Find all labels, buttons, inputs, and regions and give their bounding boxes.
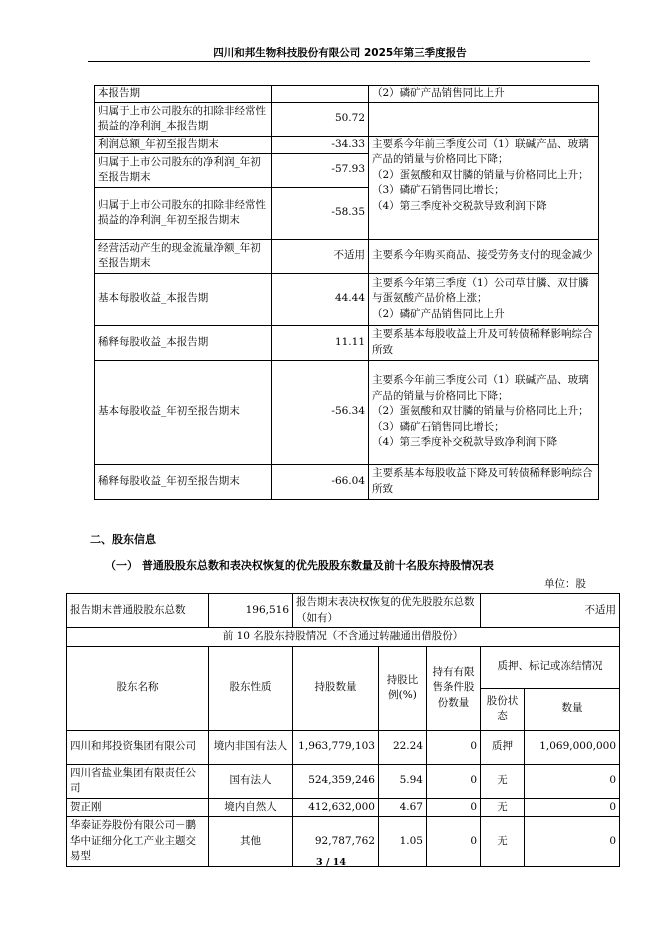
header-name: 股东名称 bbox=[67, 646, 209, 730]
reason-line: （4）第三季度补交税款导致利润下降 bbox=[372, 199, 547, 212]
holder-nature: 其他 bbox=[209, 817, 293, 867]
reason-line: （2）蛋氨酸和双甘膦的销量与价格同比上升； bbox=[372, 168, 589, 181]
item-label: 经营活动产生的现金流量净额_年初至报告期末 bbox=[95, 239, 272, 273]
header-shares: 持股数量 bbox=[293, 646, 379, 730]
holder-nature: 境内非国有法人 bbox=[209, 730, 293, 764]
item-value: -66.04 bbox=[272, 464, 369, 499]
table-row bbox=[95, 325, 599, 360]
reason-line: （2）蛋氨酸和双甘膦的销量与价格同比上升； bbox=[372, 405, 589, 418]
shareholders-table bbox=[66, 593, 620, 867]
holder-name: 四川和邦投资集团有限公司 bbox=[67, 730, 209, 764]
report-header-title: 四川和邦生物科技股份有限公司 2025年第三季度报告 bbox=[213, 47, 467, 59]
holder-ratio: 4.67 bbox=[379, 798, 427, 817]
reason-line: 主要系今年前三季度公司（1）联碱产品、玻璃产品的销量与价格同比下降； bbox=[372, 374, 589, 402]
item-label: 基本每股收益_年初至报告期末 bbox=[95, 360, 272, 464]
reason-line: 主要系今年前三季度公司（1）联碱产品、玻璃产品的销量与价格同比下降； bbox=[372, 137, 589, 165]
reason-line: （3）磷矿石销售同比增长； bbox=[372, 184, 505, 196]
total-holders-label: 报告期末普通股股东总数 bbox=[67, 594, 209, 628]
holder-name: 四川省盐业集团有限责任公司 bbox=[67, 764, 209, 798]
total-holders-value: 196,516 bbox=[209, 594, 293, 628]
header-divider bbox=[88, 61, 590, 62]
preferred-holders-value: 不适用 bbox=[481, 594, 620, 628]
holder-restricted: 0 bbox=[427, 764, 481, 798]
holder-pledge-amount: 0 bbox=[525, 764, 620, 798]
table-row bbox=[95, 360, 599, 464]
reason-note bbox=[369, 136, 599, 239]
item-value bbox=[272, 86, 369, 103]
table-row bbox=[95, 102, 599, 136]
table-row bbox=[67, 798, 620, 817]
item-label: 本报告期 bbox=[95, 86, 272, 103]
reason-note bbox=[369, 464, 599, 499]
item-label: 归属于上市公司股东的净利润_年初至报告期末 bbox=[95, 153, 272, 187]
reason-note bbox=[369, 239, 599, 273]
reason-note bbox=[369, 325, 599, 360]
holder-pledge-status: 无 bbox=[481, 764, 525, 798]
item-label: 归属于上市公司股东的扣除非经常性损益的净利润_年初至报告期末 bbox=[95, 187, 272, 239]
item-label: 基本每股收益_本报告期 bbox=[95, 273, 272, 325]
holder-ratio: 22.24 bbox=[379, 730, 427, 764]
table-row bbox=[95, 136, 599, 153]
holder-restricted: 0 bbox=[427, 730, 481, 764]
holder-restricted: 0 bbox=[427, 798, 481, 817]
table-row bbox=[95, 239, 599, 273]
header-pledge-amount: 数量 bbox=[525, 688, 620, 730]
header-ratio: 持股比例(%) bbox=[379, 646, 427, 730]
reason-note bbox=[369, 86, 599, 103]
item-label: 稀释每股收益_年初至报告期末 bbox=[95, 464, 272, 499]
reason-note bbox=[369, 360, 599, 464]
reason-line: 主要系基本每股收益下降及可转债稀释影响综合所致 bbox=[372, 467, 593, 495]
item-label: 归属于上市公司股东的扣除非经常性损益的净利润_本报告期 bbox=[95, 102, 272, 136]
item-value: -57.93 bbox=[272, 153, 369, 187]
holder-pledge-status: 无 bbox=[481, 798, 525, 817]
table-row bbox=[95, 86, 599, 103]
holder-pledge-status: 无 bbox=[481, 817, 525, 867]
holder-ratio: 1.05 bbox=[379, 817, 427, 867]
reason-line: 主要系今年购买商品、接受劳务支付的现金减少 bbox=[372, 249, 593, 262]
item-value: -58.35 bbox=[272, 187, 369, 239]
holder-restricted: 0 bbox=[427, 817, 481, 867]
holder-shares: 1,963,779,103 bbox=[293, 730, 379, 764]
holder-nature: 境内自然人 bbox=[209, 798, 293, 817]
header-pledge: 质押、标记或冻结情况 bbox=[481, 646, 620, 688]
holder-pledge-amount: 0 bbox=[525, 817, 620, 867]
reason-line: （2）磷矿产品销售同比上升 bbox=[372, 87, 505, 99]
holder-pledge-amount: 0 bbox=[525, 798, 620, 817]
item-value: 44.44 bbox=[272, 273, 369, 325]
top10-caption: 前 10 名股东持股情况（不含通过转融通出借股份） bbox=[67, 628, 620, 647]
section-title: 二、股东信息 bbox=[90, 533, 156, 546]
unit-label: 单位：股 bbox=[544, 578, 586, 590]
preferred-holders-label: 报告期末表决权恢复的优先股股东总数（如有） bbox=[293, 594, 481, 628]
holder-nature: 国有法人 bbox=[209, 764, 293, 798]
reason-line: （3）磷矿石销售同比增长； bbox=[372, 420, 505, 433]
item-label: 稀释每股收益_本报告期 bbox=[95, 325, 272, 360]
holder-shares: 92,787,762 bbox=[293, 817, 379, 867]
header-restricted: 持有有限售条件股份数量 bbox=[427, 646, 481, 730]
header-nature: 股东性质 bbox=[209, 646, 293, 730]
holder-shares: 412,632,000 bbox=[293, 798, 379, 817]
item-value: 不适用 bbox=[272, 239, 369, 273]
table-row bbox=[67, 764, 620, 798]
item-label: 利润总额_年初至报告期末 bbox=[95, 136, 272, 153]
reason-line: 主要系基本每股收益上升及可转债稀释影响综合所致 bbox=[372, 328, 593, 356]
reason-line: （4）第三季度补交税款导致净利润下降 bbox=[372, 436, 558, 449]
holder-name: 贺正刚 bbox=[67, 798, 209, 817]
reason-note bbox=[369, 102, 599, 136]
holder-pledge-amount: 1,069,000,000 bbox=[525, 730, 620, 764]
table-row bbox=[67, 594, 620, 628]
holder-name: 华泰证券股份有限公司－鹏华中证细分化工产业主题交易型 bbox=[67, 817, 209, 867]
page-number: 3 / 14 bbox=[316, 857, 346, 868]
holder-pledge-status: 质押 bbox=[481, 730, 525, 764]
table-header-row bbox=[67, 646, 620, 688]
table-row bbox=[95, 273, 599, 325]
reason-line: 主要系今年第三季度（1）公司草甘膦、双甘膦与蛋氨酸产品价格上涨； bbox=[372, 276, 589, 305]
holder-shares: 524,359,246 bbox=[293, 764, 379, 798]
item-value: 11.11 bbox=[272, 325, 369, 360]
change-reasons-table bbox=[94, 85, 599, 500]
header-pledge-status: 股份状态 bbox=[481, 688, 525, 730]
item-value: -34.33 bbox=[272, 136, 369, 153]
holder-ratio: 5.94 bbox=[379, 764, 427, 798]
table-row bbox=[67, 730, 620, 764]
table-row bbox=[95, 464, 599, 499]
section-subtitle: （一） 普通股股东总数和表决权恢复的优先股股东数量及前十名股东持股情况表 bbox=[105, 559, 494, 572]
reason-note bbox=[369, 273, 599, 325]
item-value: 50.72 bbox=[272, 102, 369, 136]
item-value: -56.34 bbox=[272, 360, 369, 464]
table-row bbox=[67, 628, 620, 647]
reason-line: （2）磷矿产品销售同比上升 bbox=[372, 307, 505, 320]
